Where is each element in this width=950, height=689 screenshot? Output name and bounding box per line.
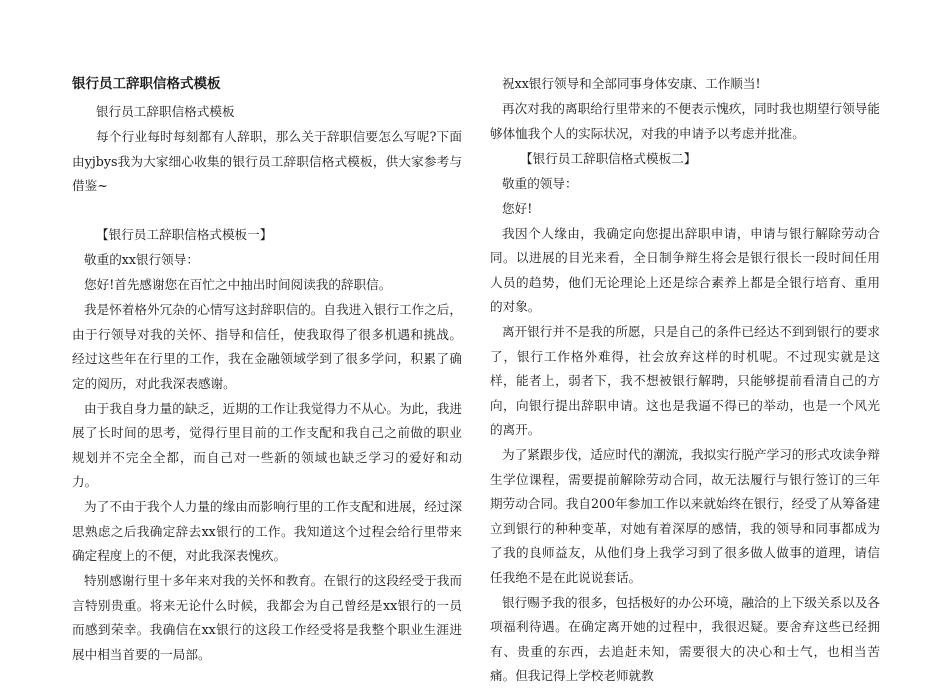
t1-closing: 祝xx银行领导和全部同事身体安康、工作顺当! (502, 76, 761, 91)
t1-paragraph-4: 特别感谢行里十多年来对我的关怀和教育。在银行的这段经受于我而言特别贵重。将来无论什么时候，我都会为自己曾经是xx银行的一员而感到荣幸。我确信在xx银行的这段工作经受将是我整个职业生涯进展中相当首要的一局部。 (72, 573, 462, 662)
intro-paragraph: 每个行业每时每刻都有人辞职，那么关于辞职信要怎么写呢?下面由yjbys我为大家细心收集的银行员工辞职信格式模板，供大家参考与借鉴~ (72, 129, 462, 193)
template1-heading: 【银行员工辞职信格式模板一】 (96, 227, 273, 242)
t1-salutation: 敬重的xx银行领导： (84, 252, 199, 267)
t2-paragraph-4: 银行赐予我的很多，包括极好的办公环境，融洽的上下级关系以及各项福利待遇。在确定离开她的过程中，我很迟疑。要舍弃这些已经拥有、贵重的东西，去追赶未知，需要很大的决心和士气，也相当苦痛。但我记得上学校老师就教 (490, 594, 880, 683)
t2-salutation: 敬重的领导： (502, 175, 578, 191)
right-column (490, 72, 880, 689)
t2-paragraph-2: 离开银行并不是我的所愿，只是自己的条件已经达不到到银行的要求了，银行工作格外难得，社会放弃这样的时机呢。不过现实就是这样，能者上，弱者下，我不想被银行解聘，只能够提前看清自己的方向，向银行提出辞职申请。这也是我逼不得已的举动，也是一个风光的离开。 (490, 324, 880, 437)
t1-apology: 再次对我的离职给行里带来的不便表示愧疚，同时我也期望行领导能够体恤我个人的实际状况，对我的申请予以考虑并批准。 (490, 101, 880, 141)
left-column (72, 72, 462, 668)
subtitle: 银行员工辞职信格式模板 (96, 104, 235, 119)
document-title: 银行员工辞职信格式模板 (72, 76, 221, 92)
t2-paragraph-3: 为了紧跟步伐，适应时代的潮流，我拟实行脱产学习的形式攻读争辩生学位课程，需要提前解除劳动合同，故无法履行与银行签订的三年期劳动合同。我自200年参加工作以来就始终在银行，经受了从筹备建立到银行的种种变革，对她有着深厚的感情，我的领导和同事都成为了我的良师益友，从他们身上我学习到了很多做人做事的道理，请信任我绝不是在此说说套话。 (490, 447, 880, 585)
t1-paragraph-1: 我是怀着格外冗杂的心情写这封辞职信的。自我进入银行工作之后，由于行领导对我的关怀、指导和信任，使我取得了很多机遇和挑战。经过这些年在行里的工作，我在金融领域学到了很多学问，积累了确定的阅历，对此我深表感谢。 (72, 302, 462, 391)
t2-greeting: 您好! (502, 200, 533, 216)
template2-heading: 【银行员工辞职信格式模板二】 (520, 150, 697, 166)
t1-paragraph-2: 由于我自身力量的缺乏，近期的工作让我觉得力不从心。为此，我进展了长时间的思考，觉得行里目前的工作支配和我自己之前做的职业规划并不完全全都，而自己对一些新的领域也缺乏学习的爱好和动力。 (72, 400, 462, 489)
t1-greeting: 您好!首先感谢您在百忙之中抽出时间阅读我的辞职信。 (84, 277, 392, 292)
t2-paragraph-1: 我因个人缘由，我确定向您提出辞职申请，申请与银行解除劳动合同。以进展的目光来看，全日制争辩生将会是银行很长一段时间任用人员的趋势，他们无论理论上还是综合素养上都是全银行培育、重用的对象。 (490, 225, 880, 314)
t1-paragraph-3: 为了不由于我个人力量的缘由而影响行里的工作支配和进展，经过深思熟虑之后我确定辞去xx银行的工作。我知道这个过程会给行里带来确定程度上的不便，对此我深表愧疚。 (72, 499, 462, 563)
blank-line (72, 199, 462, 223)
